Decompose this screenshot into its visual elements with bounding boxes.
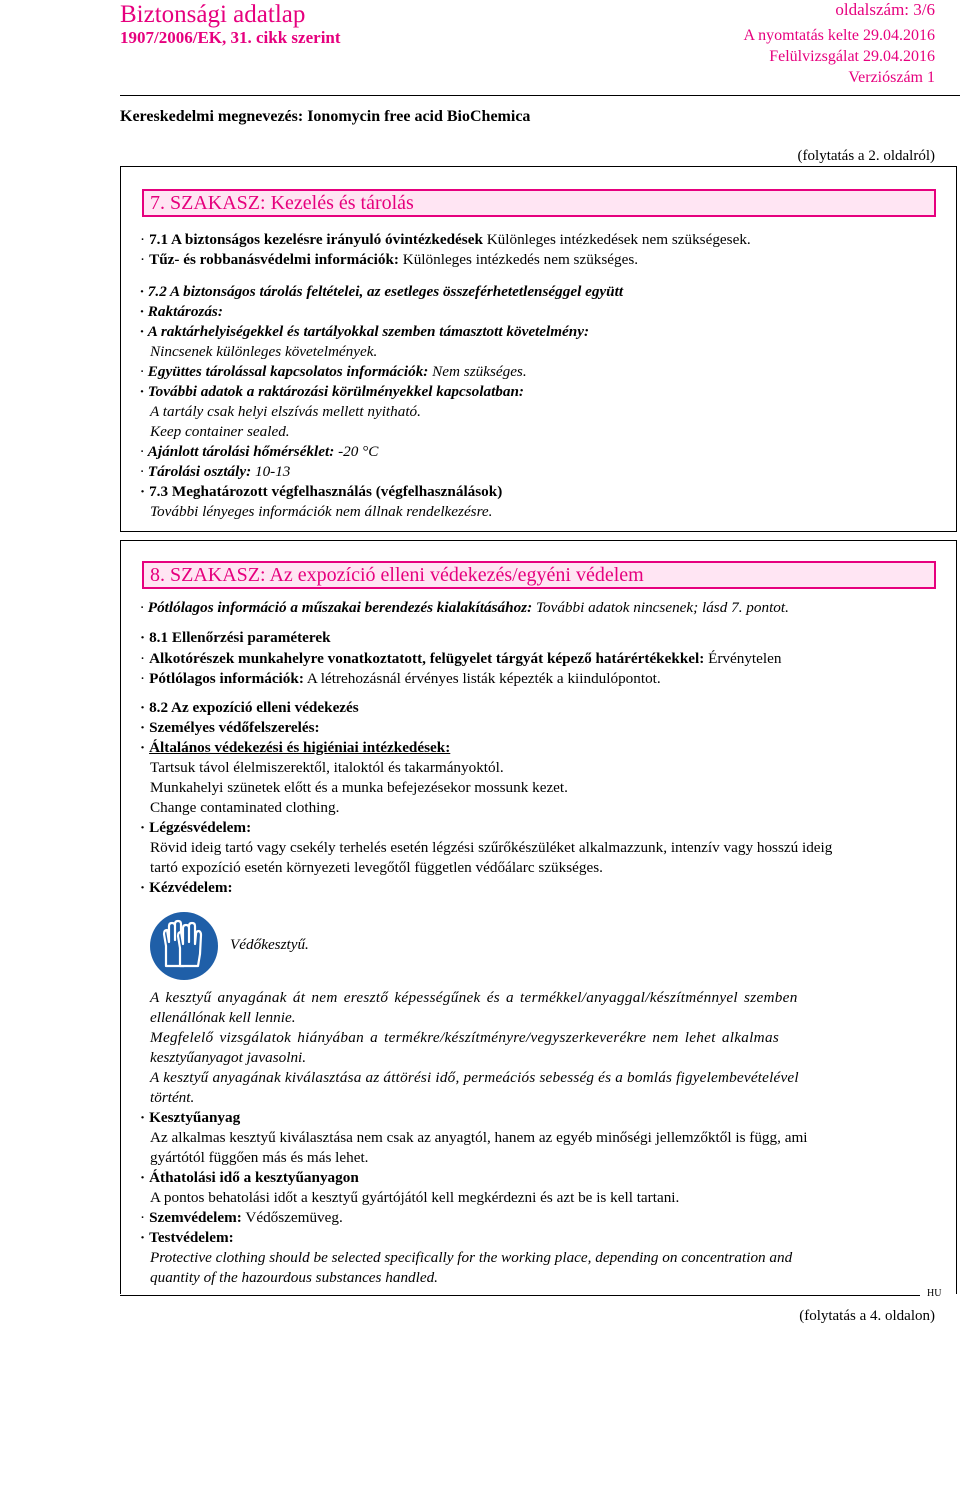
revision-date: Felülvizsgálat 29.04.2016	[769, 48, 935, 65]
s7-storage-temperature: · Ajánlott tárolási hőmérséklet: -20 °C	[140, 443, 379, 460]
s8-eye-protection: · Szemvédelem: Védőszemüveg.	[140, 1209, 343, 1226]
s8-body-protection-label: · Testvédelem:	[140, 1229, 234, 1246]
language-code: HU	[927, 1288, 942, 1299]
s8-respiratory-1: Rövid ideig tartó vagy csekély terhelés esetén légzési szűrőkészüléket alkalmazzunk, intenzív vagy hosszú ideig	[150, 839, 833, 856]
s8-glove-material-label: · Kesztyűanyag	[140, 1109, 241, 1126]
s7-specific-end-use: További lényeges információk nem állnak rendelkezésre.	[150, 503, 493, 520]
s8-glove-test-2: kesztyűanyagot javasolni.	[150, 1049, 307, 1066]
section-8-heading: 8. SZAKASZ: Az expozíció elleni védekezés/egyéni védelem	[142, 561, 936, 589]
s8-hygiene-1: Tartsuk távol élelmiszerektől, italoktól és takarmányoktól.	[150, 759, 504, 776]
s8-hand-label: · Kézvédelem:	[140, 879, 233, 896]
s8-additional-info: · Pótlólagos információk: A létrehozásnál érvényes listák képezték a kiindulópontot.	[140, 670, 661, 687]
s8-ppe-label: · Személyes védőfelszerelés:	[140, 719, 320, 736]
s8-glove-material-text-2: gyártótól függően más és más lehet.	[150, 1149, 369, 1166]
s7-line-7-1: · 7.1 A biztonságos kezelésre irányuló óvintézkedések Különleges intézkedések nem szükségesek.	[140, 231, 751, 248]
s8-body-protection-1: Protective clothing should be selected specifically for the working place, depending on concentration and	[150, 1249, 793, 1266]
s8-breakthrough-text: A pontos behatolási időt a kesztyű gyártójától kell megkérdezni és azt be is kell tartani.	[150, 1189, 680, 1206]
s7-further-info-1: A tartály csak helyi elszívás mellett nyitható.	[150, 403, 421, 420]
s7-further-info-2: Keep container sealed.	[150, 423, 290, 440]
s7-storage-requirement-label: · A raktárhelyiségekkel és tartályokkal szemben támasztott követelmény:	[140, 323, 590, 340]
s7-storage-label: · Raktározás:	[140, 303, 223, 320]
s8-glove-material-text-1: Az alkalmas kesztyű kiválasztása nem csak az anyagtól, hanem az egyéb minőségi jellemzőktől is függ, ami	[150, 1129, 808, 1146]
s8-respiratory-2: tartó expozíció esetén környezeti levegőtől független védőálarc szükséges.	[150, 859, 603, 876]
s7-fire-info: · Tűz- és robbanásvédelmi információk: Különleges intézkedés nem szükséges.	[140, 251, 639, 268]
s8-glove-selection-2: történt.	[150, 1089, 195, 1106]
regulation-reference: 1907/2006/EK, 31. cikk szerint	[120, 28, 341, 47]
s8-hygiene-label: · Általános védekezési és higiéniai intézkedések:	[140, 739, 451, 756]
s7-line-7-2: · 7.2 A biztonságos tárolás feltételei, az esetleges összeférhetetlenséggel együtt	[140, 283, 624, 300]
gloves-icon	[150, 912, 218, 980]
version-number: Verziószám 1	[848, 69, 935, 86]
s8-glove-selection-1: A kesztyű anyagának kiválasztása az áttörési idő, permeációs sebesség és a bomlás figyelembevételével	[150, 1069, 799, 1086]
s7-joint-storage: · Együttes tárolással kapcsolatos információk: Nem szükséges.	[140, 363, 527, 380]
s7-line-7-3: · 7.3 Meghatározott végfelhasználás (végfelhasználások)	[140, 483, 503, 500]
print-date: A nyomtatás kelte 29.04.2016	[743, 27, 935, 44]
s8-hygiene-3: Change contaminated clothing.	[150, 799, 340, 816]
header-divider	[120, 95, 960, 96]
s8-gloves-text: Védőkesztyű.	[230, 936, 309, 953]
s8-breakthrough-label: · Áthatolási idő a kesztyűanyagon	[140, 1169, 359, 1186]
s8-glove-test-1: Megfelelő vizsgálatok hiányában a termékre/készítményre/vegyszerkeverékre nem lehet alkalmas	[150, 1029, 780, 1046]
s8-limit-values: · Alkotórészek munkahelyre vonatkoztatott, felügyelet tárgyát képező határértékekkel: Érvénytelen	[140, 650, 782, 667]
section-7-heading: 7. SZAKASZ: Kezelés és tárolás	[142, 189, 936, 217]
s8-glove-material-1: A kesztyű anyagának át nem eresztő képességűnek és a termékkel/anyaggal/készítménnyel szemben	[150, 989, 798, 1006]
s7-storage-class: · Tárolási osztály: 10-13	[140, 463, 291, 480]
s8-body-protection-2: quantity of the hazourdous substances handled.	[150, 1269, 438, 1286]
footer-divider	[120, 1295, 920, 1296]
s8-line-8-1: · 8.1 Ellenőrzési paraméterek	[140, 629, 331, 646]
s8-respiratory-label: · Légzésvédelem:	[140, 819, 252, 836]
s7-further-info-label: · További adatok a raktározási körülményekkel kapcsolatban:	[140, 383, 524, 400]
document-title: Biztonsági adatlap	[120, 1, 306, 28]
page-number: oldalszám: 3/6	[835, 0, 935, 19]
s8-glove-material-2: ellenállónak kell lennie.	[150, 1009, 296, 1026]
s8-hygiene-2: Munkahelyi szünetek előtt és a munka befejezésekor mossunk kezet.	[150, 779, 568, 796]
s8-line-8-2: · 8.2 Az expozíció elleni védekezés	[140, 699, 359, 716]
continued-from: (folytatás a 2. oldalról)	[797, 148, 935, 164]
continued-to: (folytatás a 4. oldalon)	[799, 1308, 935, 1324]
s8-engineering-info: · Pótlólagos információ a műszakai berendezés kialakításához: További adatok nincsenek; lásd 7. pontot.	[140, 599, 789, 616]
s7-storage-requirement-value: Nincsenek különleges követelmények.	[150, 343, 378, 360]
trade-name: Kereskedelmi megnevezés: Ionomycin free acid BioChemica	[120, 108, 531, 125]
